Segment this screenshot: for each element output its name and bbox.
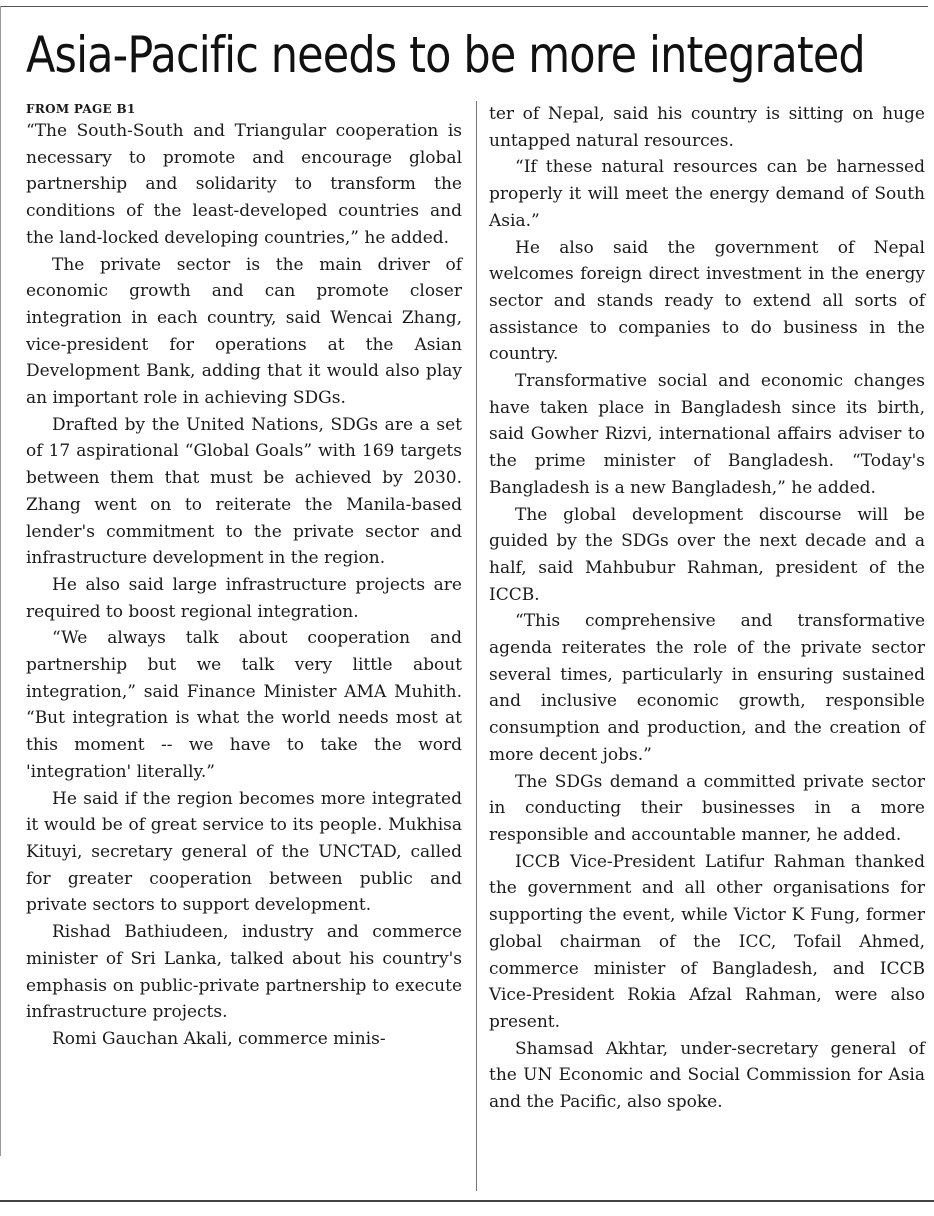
paragraph: “If these natural resources can be harnessed properly it will meet the energy demand of South Asia.” — [489, 157, 925, 231]
paragraph: The SDGs demand a committed private sector in conducting their businesses in a more responsible and accountable manner, he added. — [489, 771, 925, 845]
paragraph: Transformative social and economic changes have taken place in Bangladesh since its birth, said Gowher Rizvi, international affairs adviser to the prime minister of Bangladesh. “Today's Bangladesh is a new Bangladesh,” he added. — [489, 371, 925, 498]
paragraph: He also said the government of Nepal welcomes foreign direct investment in the energy sector and stands ready to extend all sorts of assistance to companies to do business in the country. — [489, 237, 925, 365]
paragraph: The global development discourse will be guided by the SDGs over the next decade and a half, said Mahbubur Rahman, president of the ICCB. — [489, 504, 925, 605]
paragraph: “We always talk about cooperation and partnership but we talk very little about integration,” said Finance Minister AMA Muhith. “But integration is what the world needs most at this moment -- we have to take the word 'integration' literally.” — [26, 628, 462, 782]
paragraph: “The South-South and Triangular cooperation is necessary to promote and encourage global partnership and solidarity to transform the conditions of the least-developed countries and the land-locked developing countries,” he added. — [26, 121, 462, 248]
paragraph: Romi Gauchan Akali, commerce minis- — [52, 1028, 386, 1049]
paragraph: The private sector is the main driver of economic growth and can promote closer integration in each country, said Wencai Zhang, vice-president for operations at the Asian Development Bank, adding that it would also play an important role in achieving SDGs. — [26, 254, 462, 409]
column-right — [489, 101, 925, 1116]
bottom-rule — [0, 1200, 934, 1202]
paragraph: “This comprehensive and transformative agenda reiterates the role of the private sector several times, particularly in ensuring sustained and inclusive economic growth, responsible consumption and production, and the creation of more decent jobs.” — [489, 611, 925, 765]
left-border-rule — [0, 6, 1, 1156]
paragraph: He said if the region becomes more integrated it would be of great service to its people. Mukhisa Kituyi, secretary general of the UNCTAD, called for greater cooperation between public and private sectors to support development. — [26, 788, 462, 916]
top-rule — [0, 6, 928, 7]
dateline: FROM PAGE B1 — [26, 102, 136, 116]
column-left — [26, 101, 462, 1053]
headline: Asia-Pacific needs to be more integrated — [26, 26, 865, 84]
paragraph: ter of Nepal, said his country is sitting on huge untapped natural resources. — [489, 104, 925, 151]
paragraph: Drafted by the United Nations, SDGs are a set of 17 aspirational “Global Goals” with 169 targets between them that must be achieved by 2030. Zhang went on to reiterate the Manila-based lender's commitment to the private sector and infrastructure development in the region. — [26, 414, 462, 569]
column-divider — [476, 101, 477, 1191]
paragraph: Shamsad Akhtar, under-secretary general of the UN Economic and Social Commission for Asia and the Pacific, also spoke. — [489, 1038, 925, 1113]
paragraph: ICCB Vice-President Latifur Rahman thanked the government and all other organisations for supporting the event, while Victor K Fung, former global chairman of the ICC, Tofail Ahmed, commerce minister of Bangladesh, and ICCB Vice-President Rokia Afzal Rahman, were also present. — [489, 851, 925, 1032]
paragraph: Rishad Bathiudeen, industry and commerce minister of Sri Lanka, talked about his country's emphasis on public-private partnership to execute infrastructure projects. — [26, 922, 462, 1023]
paragraph: He also said large infrastructure projects are required to boost regional integration. — [26, 574, 462, 622]
